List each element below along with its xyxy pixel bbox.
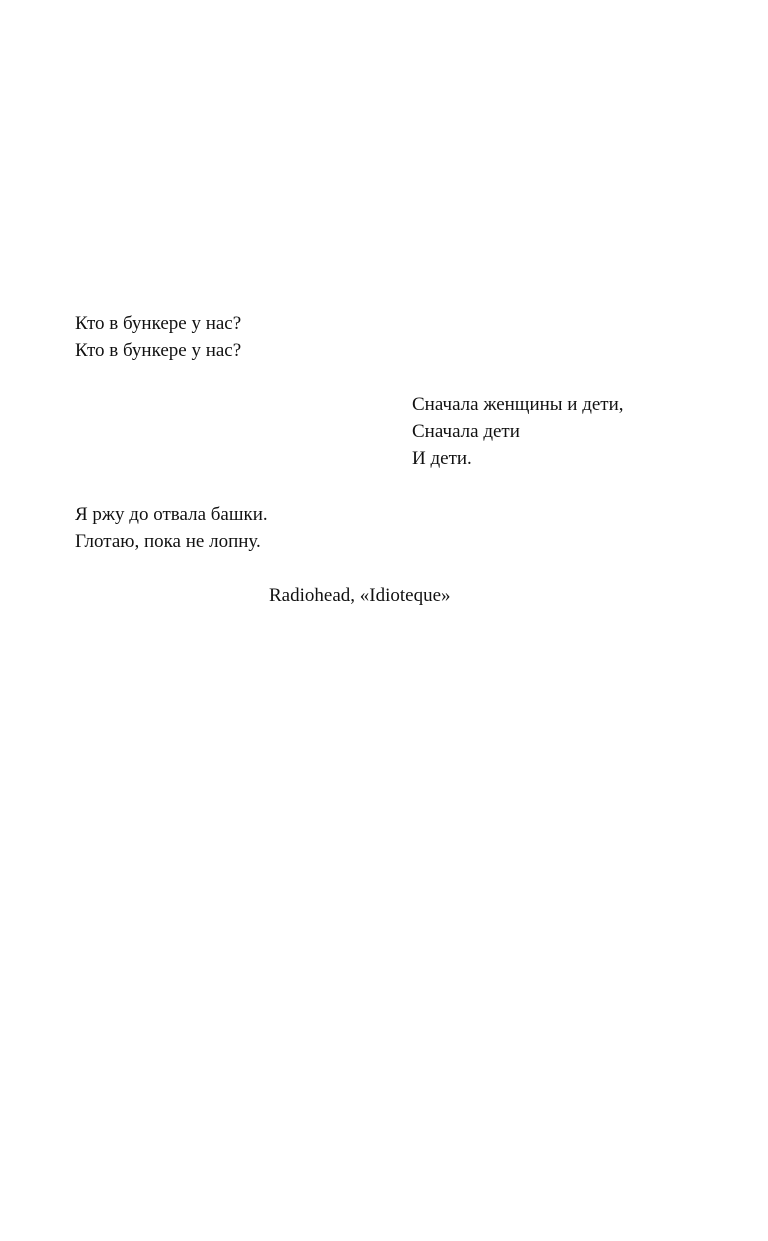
verse-line: Кто в бункере у нас? — [75, 313, 242, 334]
verse-line: Сначала дети — [412, 421, 520, 442]
epigraph-stanza-2 — [412, 391, 624, 472]
verse-line: И дети. — [412, 448, 472, 469]
verse-line: Кто в бункере у нас? — [75, 340, 242, 361]
verse-line: Глотаю, пока не лопну. — [75, 531, 261, 552]
verse-line: Сначала женщины и дети, — [412, 394, 624, 415]
verse-line: Я ржу до отвала башки. — [75, 504, 268, 525]
epigraph-attribution: Radiohead, «Idioteque» — [269, 585, 451, 606]
epigraph-stanza-1 — [75, 310, 241, 364]
epigraph-stanza-3 — [75, 501, 268, 555]
